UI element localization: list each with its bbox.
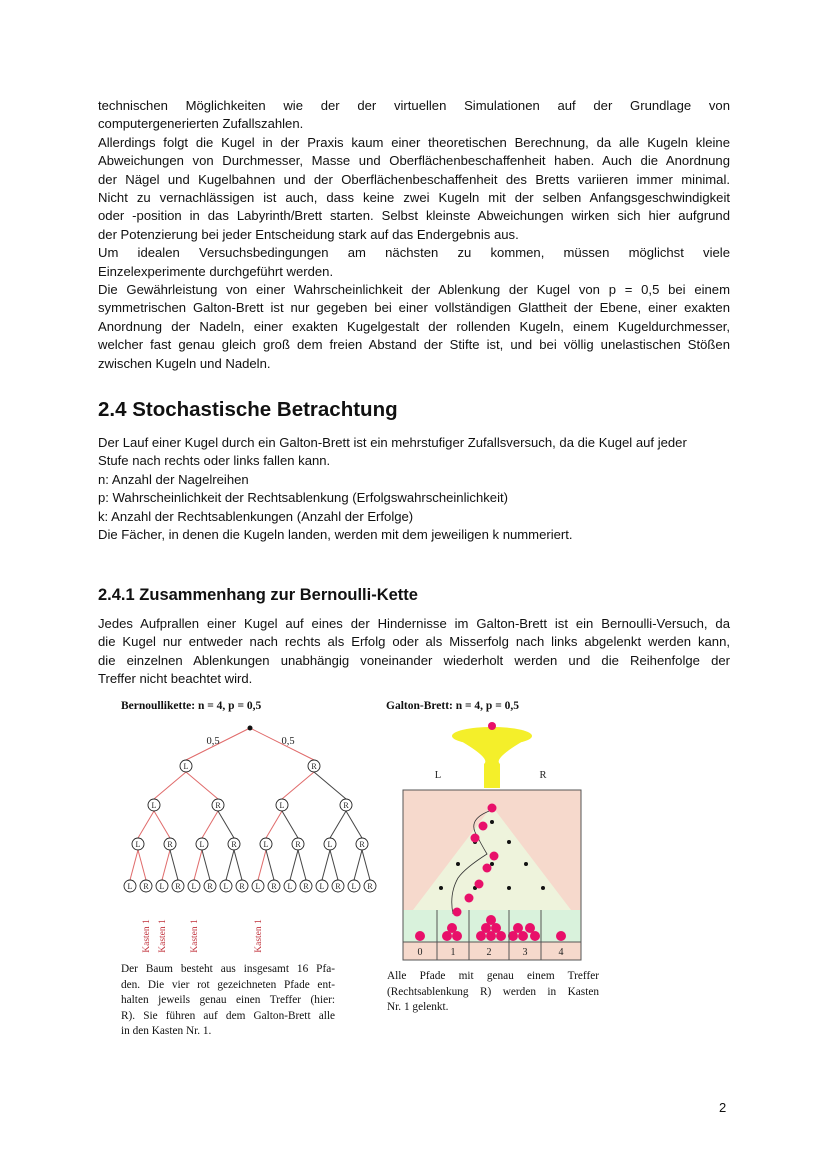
kasten-label: Kasten 1 (190, 919, 200, 953)
tree-node-label: R (167, 840, 173, 850)
section-heading: 2.4 Stochastische Betrachtung (98, 398, 398, 421)
tree-branch (130, 850, 138, 880)
tree-branch (258, 850, 266, 880)
text-line: Anordnung der Nadeln, einer exakten Kugelgestalt der rollenden Kugeln, einem Kugeldurchmesser, (98, 318, 730, 334)
board-figure-title: Galton-Brett: n = 4, p = 0,5 (386, 700, 520, 712)
tree-branch (266, 811, 282, 838)
ball (415, 931, 425, 941)
tree-branch (218, 811, 234, 838)
tree-branch (194, 850, 202, 880)
ball (513, 923, 523, 933)
kasten-label: Kasten 1 (254, 919, 264, 953)
section-241-body (98, 615, 730, 689)
caption-line: Nr. 1 gelenkt. (387, 1001, 449, 1014)
text-line: Allerdings folgt die Kugel in der Praxis kaum einer theoretischen Berechnung, da alle Kugeln kleine (98, 134, 730, 150)
tree-leaf-label: L (255, 882, 261, 892)
tree-branch (314, 772, 346, 799)
tree-node-label: L (151, 801, 157, 811)
tree-node-label: R (295, 840, 301, 850)
kasten-label: Kasten 1 (142, 919, 152, 953)
text-line: Jedes Aufprallen einer Kugel auf eines der Hindernisse im Galton-Brett ist ein Bernoulli-Versuch, da (98, 616, 730, 631)
tree-figure-title: Bernoullikette: n = 4, p = 0,5 (121, 700, 262, 712)
pin (541, 886, 545, 890)
tree-node-label: L (327, 840, 333, 850)
ball (471, 834, 480, 843)
ball (465, 894, 474, 903)
tree-branch (186, 772, 218, 799)
tree-leaf-label: R (175, 882, 181, 892)
text-line: Stufe nach rechts oder links fallen kann. (98, 453, 331, 469)
text-line: die einzelnen Ablenkungen unabhängig voneinander wiederholt werden und die Reihenfolge der (98, 652, 730, 668)
ball (556, 931, 566, 941)
caption-line: in den Kasten Nr. 1. (121, 1025, 212, 1038)
pin (490, 820, 494, 824)
bin-number: 0 (417, 947, 423, 958)
tree-branch (138, 811, 154, 838)
ball (483, 864, 492, 873)
pin (507, 886, 511, 890)
tree-branch (202, 850, 210, 880)
tree-branch (282, 772, 314, 799)
tree-branch (162, 850, 170, 880)
tree-branch (154, 811, 170, 838)
page-number: 2 (719, 1100, 727, 1115)
text-line: Einzelexperimente durchgeführt werden. (98, 263, 334, 279)
section-24-body (98, 434, 730, 544)
ball (486, 915, 496, 925)
pin (456, 862, 460, 866)
tree-node-label: L (279, 801, 285, 811)
caption-line: Der Baum besteht aus insgesamt 16 Pfa- (121, 963, 335, 975)
definition-p: p: Wahrscheinlichkeit der Rechtsablenkung (Erfolgswahrscheinlichkeit) (98, 490, 508, 506)
tree-branch (330, 850, 338, 880)
ball (490, 852, 499, 861)
text-line: oder -position in das Labyrinth/Brett starten. Selbst kleinste Abweichungen wirken sich hier aufgrund (98, 208, 730, 224)
probability-label-left: 0,5 (206, 736, 220, 747)
text-line: Um idealen Versuchsbedingungen am nächsten zu kommen, müssen möglichst viele (98, 245, 730, 261)
tree-leaf-label: L (319, 882, 325, 892)
tree-leaf-label: L (191, 882, 197, 892)
tree-leaf-label: R (239, 882, 245, 892)
tree-node-label: R (311, 762, 317, 772)
tree-node-label: L (199, 840, 205, 850)
caption-line: (Rechtsablenkung R) werden in Kasten (387, 985, 599, 998)
tree-branch (330, 811, 346, 838)
tree-root-dot (248, 726, 253, 731)
text-line: technischen Möglichkeiten wie der der virtuellen Simulationen auf der Grundlage von (98, 98, 730, 113)
tree-branch (346, 811, 362, 838)
text-line: Treffer nicht beachtet wird. (98, 671, 253, 687)
tree-branch (138, 850, 146, 880)
text-line: zwischen Kugeln und Nadeln. (98, 355, 271, 371)
tree-branch (202, 811, 218, 838)
ball (488, 722, 496, 730)
tree-branch (290, 850, 298, 880)
tree-node-label: R (359, 840, 365, 850)
tree-node-label: L (263, 840, 269, 850)
text-line: der Potenzierung bei jeder Entscheidung stark auf das Endergebnis aus. (98, 226, 519, 242)
tree-node-label: R (215, 801, 221, 811)
ball (475, 880, 484, 889)
caption-line: halten jeweils genau einen Treffer (hier: (121, 994, 335, 1007)
text-line: Nicht zu vernachlässigen ist auch, dass keine zwei Kugeln mit der selben Anfangsgeschwindigkeit (98, 190, 730, 206)
text-line: Der Lauf einer Kugel durch ein Galton-Brett ist ein mehrstufiger Zufallsversuch, da die Kugel auf jeder (98, 435, 687, 450)
pin (524, 862, 528, 866)
intro-paragraph (98, 97, 730, 373)
direction-label-left: L (434, 770, 442, 781)
tree-leaf-label: L (287, 882, 293, 892)
tree-branch (234, 850, 242, 880)
ball (525, 923, 535, 933)
direction-label-right: R (539, 770, 547, 781)
tree-branch (226, 850, 234, 880)
board-caption (387, 969, 599, 1016)
tree-branch (354, 850, 362, 880)
pin (439, 886, 443, 890)
tree-node-label: R (343, 801, 349, 811)
tree-leaf-label: L (127, 882, 133, 892)
text-line: Die Gewährleistung von einer Wahrscheinlichkeit der Ablenkung der Kugel von p = 0,5 bei einem (98, 282, 730, 298)
tree-branch (282, 811, 298, 838)
pin (507, 840, 511, 844)
tree-leaf-label: R (143, 882, 149, 892)
subsection-heading: 2.4.1 Zusammenhang zur Bernoulli-Kette (98, 586, 418, 604)
tree-branch (362, 850, 370, 880)
bin-number: 1 (450, 947, 456, 958)
bernoulli-tree-diagram (110, 718, 380, 958)
kasten-label: Kasten 1 (158, 919, 168, 953)
tree-leaf-label: R (367, 882, 373, 892)
tree-leaf-label: L (159, 882, 165, 892)
tree-leaf-label: R (335, 882, 341, 892)
caption-line: den. Die vier rot gezeichneten Pfade ent- (121, 978, 335, 991)
tree-node-label: R (231, 840, 237, 850)
tree-node-label: L (135, 840, 141, 850)
tree-branch (170, 850, 178, 880)
tree-branch (298, 850, 306, 880)
text-line: welcher fast genau gleich groß dem freien Abstand der Stifte ist, und bei völlig unelastischen Stößen (98, 337, 730, 353)
definition-k: k: Anzahl der Rechtsablenkungen (Anzahl der Erfolge) (98, 508, 414, 524)
tree-branch (154, 772, 186, 799)
tree-branch (266, 850, 274, 880)
tree-leaf-label: L (351, 882, 357, 892)
ball (479, 822, 488, 831)
tree-caption (121, 962, 335, 1040)
caption-line: Alle Pfade mit genau einem Treffer (387, 970, 599, 982)
ball (488, 804, 497, 813)
text-line: Die Fächer, in denen die Kugeln landen, werden mit dem jeweiligen k nummeriert. (98, 527, 573, 543)
tree-leaf-label: R (207, 882, 213, 892)
funnel-body (452, 736, 532, 788)
galton-board-diagram (395, 718, 595, 968)
bin-number: 3 (522, 947, 528, 958)
text-line: der Nägel und Kugelbahnen und der Oberflächenbeschaffenheit des Bretts variieren immer minimal. (98, 171, 730, 187)
text-line: symmetrischen Galton-Brett ist nur gegeben bei einer vollständigen Glattheit der Ebene, einer exakten (98, 300, 730, 316)
tree-branch (322, 850, 330, 880)
tree-leaf-label: L (223, 882, 229, 892)
text-line: die Kugel nur entweder nach rechts als Erfolg oder als Misserfolg nach links abgelenkt werden kann, (98, 634, 730, 650)
bin-number: 2 (486, 947, 492, 958)
text-line: Abweichungen von Durchmesser, Masse und Oberflächenbeschaffenheit haben. Auch die Anordnung (98, 153, 730, 169)
caption-line: R). Sie führen auf dem Galton-Brett alle (121, 1009, 335, 1022)
text-line: computergenerierten Zufallszahlen. (98, 116, 304, 132)
tree-node-label: L (183, 762, 189, 772)
ball (447, 923, 457, 933)
ball (453, 908, 462, 917)
tree-leaf-label: R (303, 882, 309, 892)
bin-number: 4 (558, 947, 564, 958)
probability-label-right: 0,5 (281, 736, 295, 747)
definition-n: n: Anzahl der Nagelreihen (98, 471, 249, 487)
tree-leaf-label: R (271, 882, 277, 892)
